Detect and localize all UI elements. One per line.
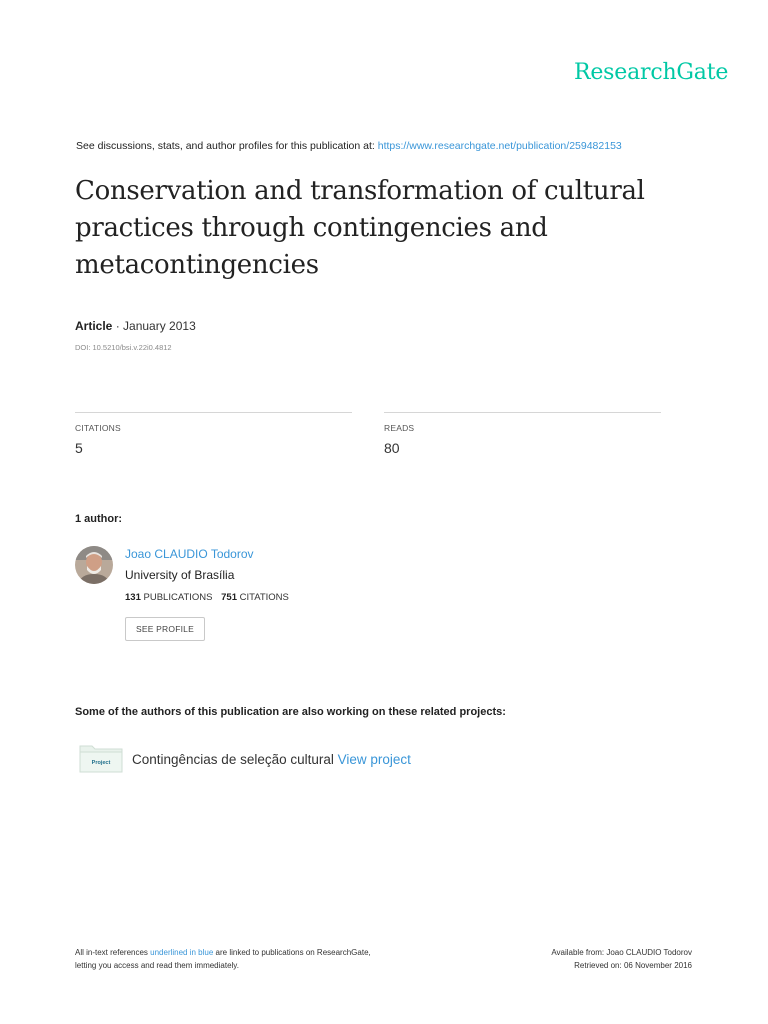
related-project-item [132,752,411,767]
publication-date: January 2013 [123,319,196,333]
author-stats [125,592,289,603]
researchgate-logo[interactable]: ResearchGate [574,60,729,85]
footer-note [75,946,371,972]
reads-divider [384,412,661,413]
author-name-link[interactable]: Joao CLAUDIO Todorov [125,547,254,561]
publication-link-line [76,140,622,152]
meta-separator: · [112,319,124,333]
author-publications-label: PUBLICATIONS [143,592,213,603]
footer-available-from: Available from: Joao CLAUDIO Todorov [551,948,692,957]
project-badge-label: Project [91,760,111,766]
project-name: Contingências de seleção cultural [132,752,334,767]
page-title: Conservation and transformation of cultural practices through contingencies and metacontingencies [75,176,645,280]
footer-left-line2: letting you access and read them immediately. [75,961,239,970]
author-publications-count: 131 [125,592,141,603]
avatar-photo-icon [75,546,113,584]
doi-text: DOI: 10.5210/bsi.v.22i0.4812 [75,343,172,352]
project-folder-icon [79,743,123,773]
footer-availability [551,946,692,972]
discuss-text: See discussions, stats, and author profiles for this publication at: [76,140,378,152]
publication-meta [75,319,196,333]
authors-heading: 1 author: [75,513,123,525]
view-project-link[interactable]: View project [337,752,411,767]
author-avatar[interactable] [75,546,113,584]
related-projects-heading: Some of the authors of this publication are also working on these related projects: [75,706,506,718]
footer-retrieved-on: Retrieved on: 06 November 2016 [574,961,692,970]
reads-value: 80 [384,440,400,456]
citations-label: CITATIONS [75,423,121,433]
see-profile-button[interactable]: SEE PROFILE [125,617,205,641]
reads-label: READS [384,423,415,433]
folder-shape-icon [79,743,123,773]
citations-value: 5 [75,440,83,456]
footer-left-prefix: All in-text references [75,948,151,957]
author-citations-count: 751 [221,592,237,603]
publication-type: Article [75,319,113,333]
publication-url-link[interactable]: https://www.researchgate.net/publication/259482153 [377,140,622,152]
citations-divider [75,412,352,413]
footer-left-suffix: are linked to publications on ResearchGate, [213,948,371,957]
author-institution: University of Brasília [125,568,235,582]
author-citations-label: CITATIONS [239,592,289,603]
footer-underlined-link[interactable]: underlined in blue [150,948,214,957]
